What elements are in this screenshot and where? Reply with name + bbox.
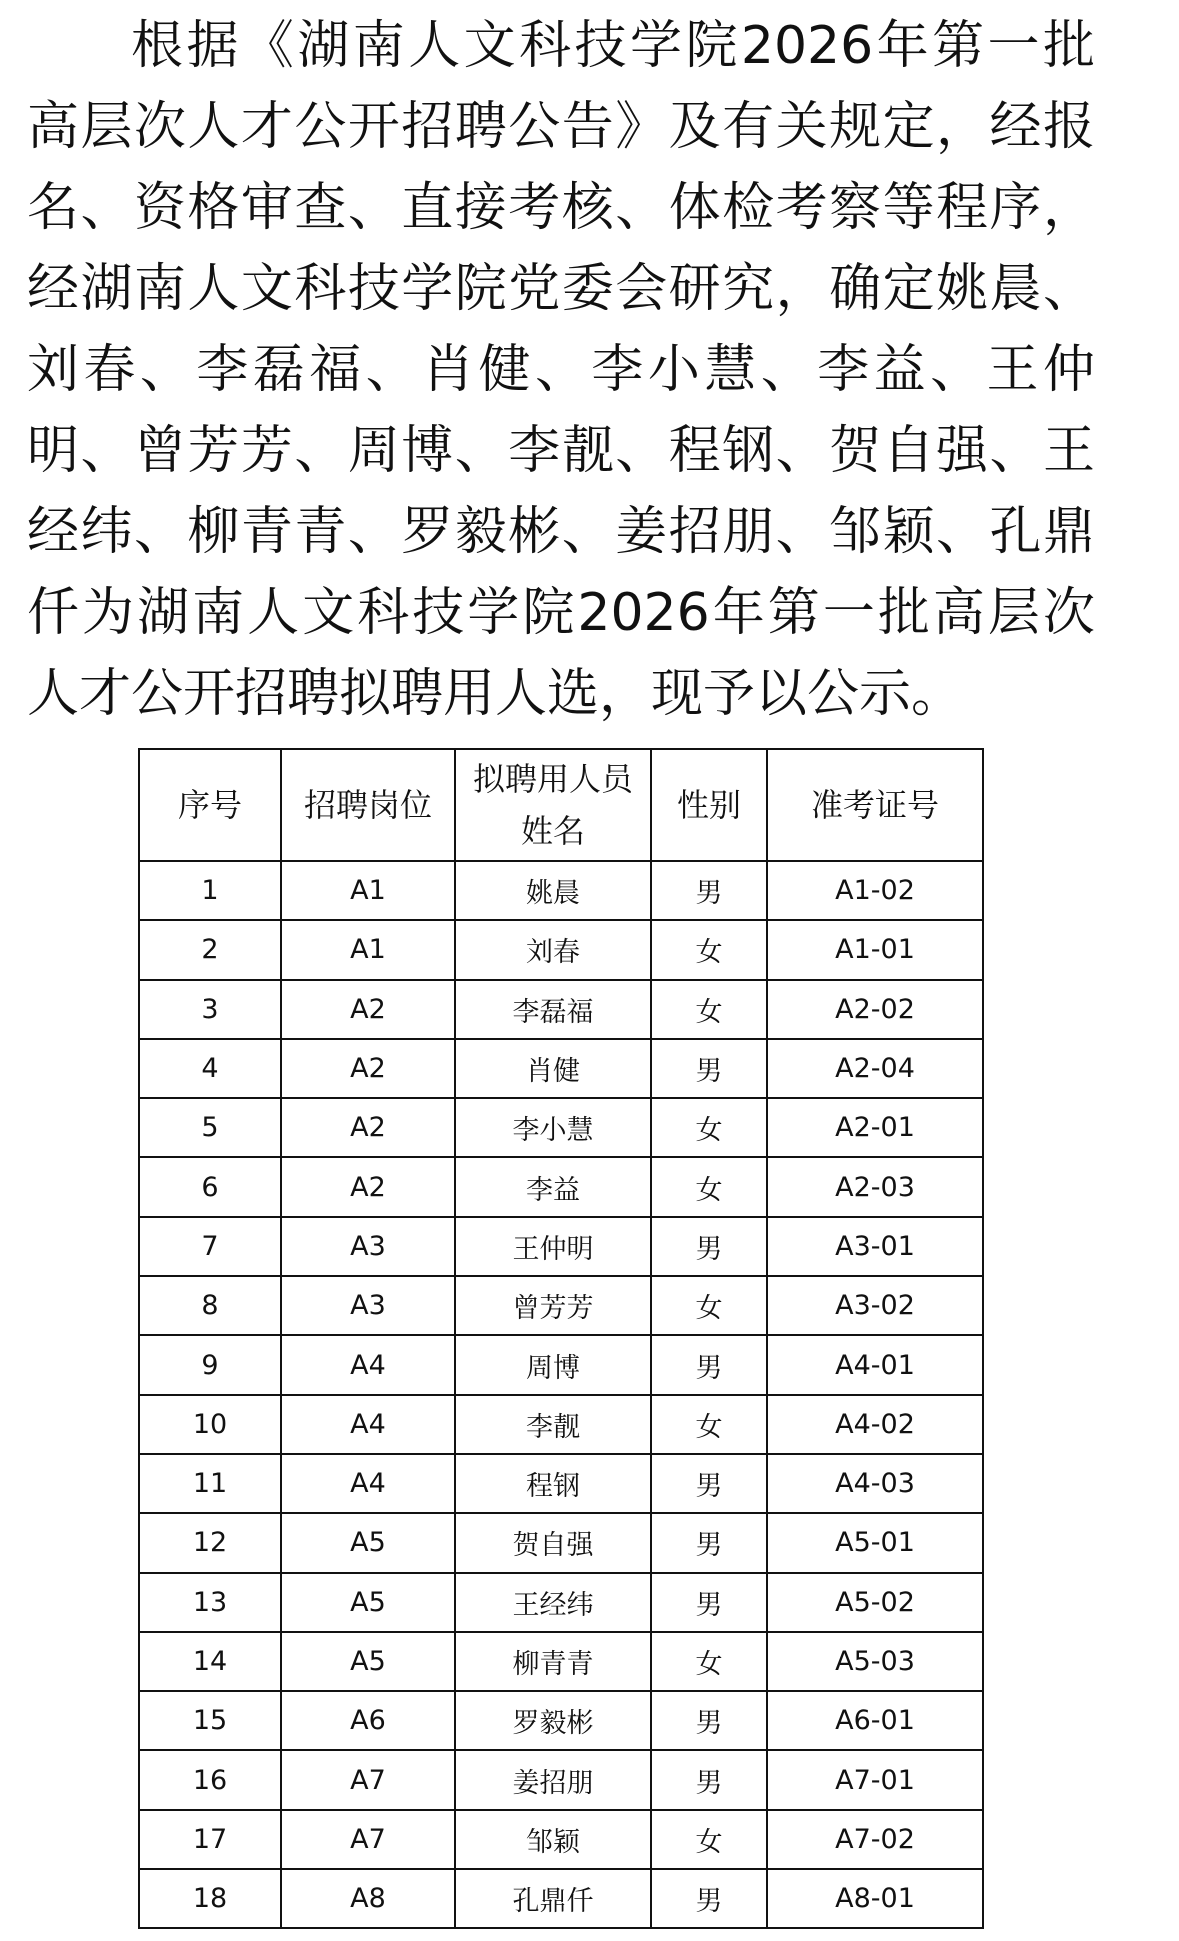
candidate-table	[138, 748, 984, 1929]
cell-name: 柳青青	[455, 1632, 651, 1691]
cell-name: 孔鼎仟	[455, 1869, 651, 1928]
header-gender: 性别	[651, 749, 767, 861]
cell-name: 刘春	[455, 920, 651, 979]
cell-gender: 男	[651, 1691, 767, 1750]
cell-ticket-number: A5-01	[767, 1513, 983, 1572]
cell-gender: 女	[651, 1395, 767, 1454]
cell-position: A7	[281, 1750, 455, 1809]
table-row	[139, 1513, 983, 1572]
header-index: 序号	[139, 749, 281, 861]
cell-ticket-number: A5-02	[767, 1573, 983, 1632]
cell-gender: 男	[651, 1750, 767, 1809]
cell-position: A1	[281, 920, 455, 979]
table-row	[139, 1217, 983, 1276]
cell-position: A2	[281, 1039, 455, 1098]
cell-name: 李小慧	[455, 1098, 651, 1157]
cell-position: A5	[281, 1573, 455, 1632]
header-name: 拟聘用人员姓名	[455, 749, 651, 861]
cell-gender: 男	[651, 1869, 767, 1928]
cell-gender: 男	[651, 1335, 767, 1394]
cell-gender: 女	[651, 1632, 767, 1691]
cell-ticket-number: A6-01	[767, 1691, 983, 1750]
cell-name: 李益	[455, 1157, 651, 1216]
cell-name: 罗毅彬	[455, 1691, 651, 1750]
cell-gender: 男	[651, 1573, 767, 1632]
cell-gender: 女	[651, 1276, 767, 1335]
cell-gender: 男	[651, 1513, 767, 1572]
cell-name: 程钢	[455, 1454, 651, 1513]
cell-ticket-number: A1-01	[767, 920, 983, 979]
cell-position: A3	[281, 1217, 455, 1276]
table-row	[139, 861, 983, 920]
cell-ticket-number: A4-01	[767, 1335, 983, 1394]
cell-index: 2	[139, 920, 281, 979]
notice-paragraph: 根据《湖南人文科技学院2026年第一批高层次人才公开招聘公告》及有关规定，经报名、资格审查、直接考核、体检考察等程序，经湖南人文科技学院党委会研究，确定姚晨、刘春、李磊福、肖健、李小慧、李益、王仲明、曾芳芳、周博、李靓、程钢、贺自强、王经纬、柳青青、罗毅彬、姜招朋、邹颖、孔鼎仟为湖南人文科技学院2026年第一批高层次人才公开招聘拟聘用人选，现予以公示。	[27, 16, 1095, 724]
cell-index: 14	[139, 1632, 281, 1691]
table-row	[139, 920, 983, 979]
cell-ticket-number: A2-01	[767, 1098, 983, 1157]
cell-ticket-number: A4-03	[767, 1454, 983, 1513]
cell-ticket-number: A8-01	[767, 1869, 983, 1928]
table-row	[139, 1157, 983, 1216]
cell-name: 贺自强	[455, 1513, 651, 1572]
cell-name: 李靓	[455, 1395, 651, 1454]
cell-index: 11	[139, 1454, 281, 1513]
table-row	[139, 1750, 983, 1809]
cell-position: A2	[281, 1157, 455, 1216]
table-row	[139, 1632, 983, 1691]
cell-ticket-number: A2-03	[767, 1157, 983, 1216]
table-row	[139, 1098, 983, 1157]
table-row	[139, 1691, 983, 1750]
cell-index: 8	[139, 1276, 281, 1335]
cell-index: 12	[139, 1513, 281, 1572]
cell-index: 1	[139, 861, 281, 920]
cell-position: A4	[281, 1395, 455, 1454]
cell-position: A4	[281, 1335, 455, 1394]
cell-name: 王经纬	[455, 1573, 651, 1632]
cell-ticket-number: A3-01	[767, 1217, 983, 1276]
cell-ticket-number: A5-03	[767, 1632, 983, 1691]
cell-name: 姚晨	[455, 861, 651, 920]
table-row	[139, 1276, 983, 1335]
cell-name: 曾芳芳	[455, 1276, 651, 1335]
cell-name: 邹颖	[455, 1810, 651, 1869]
table-row	[139, 1573, 983, 1632]
cell-gender: 男	[651, 861, 767, 920]
cell-gender: 女	[651, 920, 767, 979]
cell-name: 王仲明	[455, 1217, 651, 1276]
cell-gender: 女	[651, 1098, 767, 1157]
cell-gender: 男	[651, 1039, 767, 1098]
cell-gender: 女	[651, 1810, 767, 1869]
cell-ticket-number: A2-04	[767, 1039, 983, 1098]
cell-name: 李磊福	[455, 980, 651, 1039]
cell-index: 15	[139, 1691, 281, 1750]
cell-position: A8	[281, 1869, 455, 1928]
cell-index: 13	[139, 1573, 281, 1632]
table-row	[139, 1869, 983, 1928]
cell-index: 6	[139, 1157, 281, 1216]
cell-position: A5	[281, 1513, 455, 1572]
cell-ticket-number: A1-02	[767, 861, 983, 920]
cell-ticket-number: A4-02	[767, 1395, 983, 1454]
cell-position: A2	[281, 1098, 455, 1157]
cell-gender: 女	[651, 1157, 767, 1216]
table-row	[139, 1454, 983, 1513]
cell-position: A7	[281, 1810, 455, 1869]
cell-position: A3	[281, 1276, 455, 1335]
cell-position: A1	[281, 861, 455, 920]
cell-ticket-number: A3-02	[767, 1276, 983, 1335]
cell-index: 3	[139, 980, 281, 1039]
header-position: 招聘岗位	[281, 749, 455, 861]
cell-index: 9	[139, 1335, 281, 1394]
cell-ticket-number: A2-02	[767, 980, 983, 1039]
table-row	[139, 1039, 983, 1098]
cell-gender: 男	[651, 1454, 767, 1513]
cell-ticket-number: A7-02	[767, 1810, 983, 1869]
table-header-row	[139, 749, 983, 861]
cell-index: 7	[139, 1217, 281, 1276]
cell-name: 肖健	[455, 1039, 651, 1098]
cell-index: 4	[139, 1039, 281, 1098]
header-ticket-number: 准考证号	[767, 749, 983, 861]
table-row	[139, 1395, 983, 1454]
cell-position: A6	[281, 1691, 455, 1750]
cell-index: 18	[139, 1869, 281, 1928]
cell-name: 周博	[455, 1335, 651, 1394]
cell-gender: 男	[651, 1217, 767, 1276]
cell-index: 16	[139, 1750, 281, 1809]
cell-gender: 女	[651, 980, 767, 1039]
cell-index: 5	[139, 1098, 281, 1157]
cell-name: 姜招朋	[455, 1750, 651, 1809]
table-row	[139, 980, 983, 1039]
cell-position: A2	[281, 980, 455, 1039]
cell-position: A5	[281, 1632, 455, 1691]
table-row	[139, 1335, 983, 1394]
table-row	[139, 1810, 983, 1869]
cell-index: 17	[139, 1810, 281, 1869]
cell-position: A4	[281, 1454, 455, 1513]
cell-ticket-number: A7-01	[767, 1750, 983, 1809]
cell-index: 10	[139, 1395, 281, 1454]
